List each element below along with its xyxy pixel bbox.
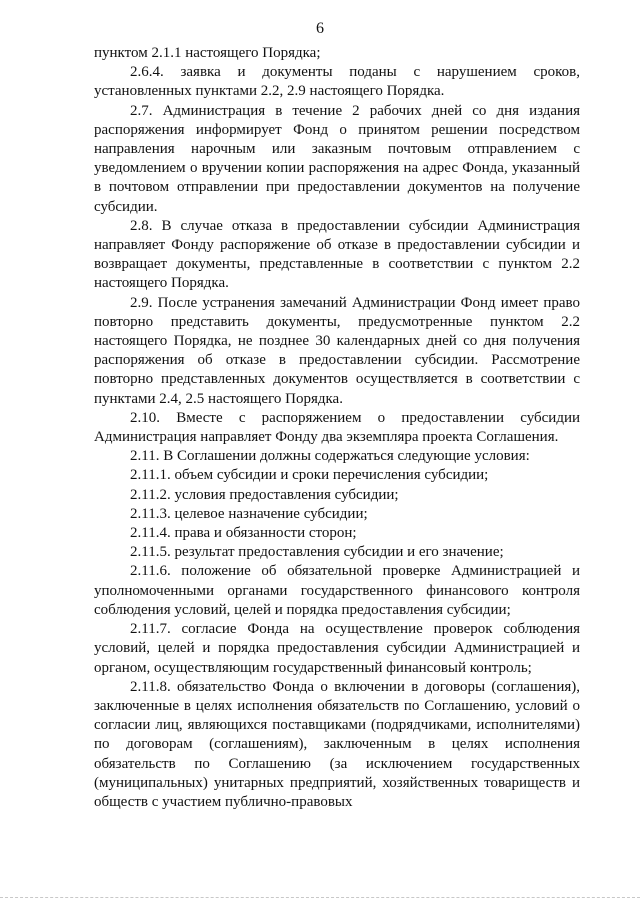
document-text bbox=[94, 44, 580, 812]
paragraph-continuation: пунктом 2.1.1 настоящего Порядка; bbox=[94, 45, 321, 61]
paragraph-2-11-8: 2.11.8. обязательство Фонда о включении в договоры (соглашения), заключенные в целях исполнения обязательств по Соглашению, условий о согласии лиц, являющихся поставщиками (подрядчиками, исполнителями) по договорам (соглашениям), заключенным в целях исполнения обязательств по Соглашению (за исключением государственных (муниципальных) унитарных предприятий, хозяйственных товариществ и обществ с участием публично-правовых bbox=[94, 678, 580, 810]
paragraph-2-11-1: 2.11.1. объем субсидии и сроки перечисления субсидии; bbox=[130, 467, 489, 484]
paragraph-2-11-2: 2.11.2. условия предоставления субсидии; bbox=[130, 486, 399, 503]
page-number: 6 bbox=[316, 20, 324, 37]
paragraph-2-11-3: 2.11.3. целевое назначение субсидии; bbox=[130, 505, 368, 522]
paragraph-2-11-6: 2.11.6. положение об обязательной проверке Администрацией и уполномоченными органами государственного финансового контроля соблюдения условий, целей и порядка предоставления субсидии; bbox=[94, 563, 580, 618]
paragraph-2-11-7: 2.11.7. согласие Фонда на осуществление проверок соблюдения условий, целей и порядка предоставления субсидии Администрацией и органом, осуществляющим государственный финансовый контроль; bbox=[94, 621, 580, 676]
paragraph-2-9: 2.9. После устранения замечаний Администрации Фонд имеет право повторно представить документы, предусмотренные пунктом 2.2 настоящего Порядка, не позднее 30 календарных дней со дня получения распоряжения об отказе в предоставлении субсидии. Рассмотрение повторно представленных документов осуществляется в соответствии с пунктами 2.4, 2.5 настоящего Порядка. bbox=[94, 294, 580, 407]
paragraph-2-11: 2.11. В Соглашении должны содержаться следующие условия: bbox=[130, 448, 530, 465]
scan-edge-divider bbox=[0, 897, 640, 899]
paragraph-2-6-4: 2.6.4. заявка и документы поданы с нарушением сроков, установленных пунктами 2.2, 2.9 настоящего Порядка. bbox=[94, 64, 580, 100]
paragraph-2-10: 2.10. Вместе с распоряжением о предоставлении субсидии Администрация направляет Фонду два экземпляра проекта Соглашения. bbox=[94, 409, 580, 446]
paragraph-2-7: 2.7. Администрация в течение 2 рабочих дней со дня издания распоряжения информирует Фонд о принятом решении посредством направления нарочным или заказным почтовым отправлением с уведомлением о вручении копии распоряжения на адрес Фонда, указанный в почтовом отправлении при предоставлении документов на получение субсидии. bbox=[94, 102, 580, 215]
paragraph-2-11-4: 2.11.4. права и обязанности сторон; bbox=[130, 525, 357, 542]
paragraph-2-8: 2.8. В случае отказа в предоставлении субсидии Администрация направляет Фонду распоряжение об отказе в предоставлении субсидии и возвращает документы, представленные в соответствии с пунктом 2.2 настоящего Порядка. bbox=[94, 217, 580, 292]
paragraph-2-11-5: 2.11.5. результат предоставления субсидии и его значение; bbox=[130, 544, 504, 561]
